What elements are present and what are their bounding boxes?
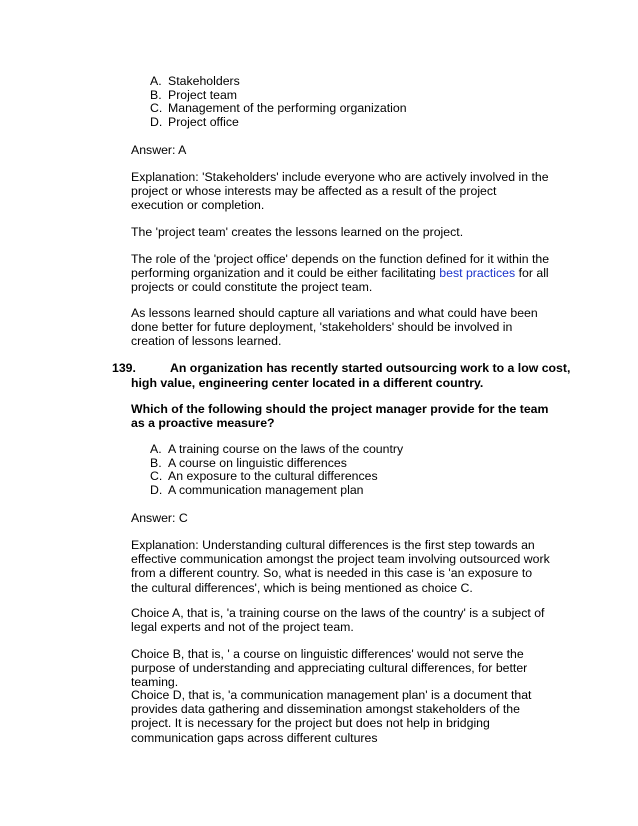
option-text: A course on linguistic differences: [168, 455, 347, 470]
q139-option-d: [150, 483, 403, 497]
option-letter: B.: [150, 455, 162, 470]
q139-choice-a-note: Choice A, that is, 'a training course on the laws of the country' is a subject of legal experts and not of the project team.: [131, 606, 545, 635]
option-letter: D.: [150, 114, 163, 129]
option-letter: A.: [150, 442, 162, 456]
q138-option-b: [150, 88, 407, 102]
option-text: A communication management plan: [168, 482, 364, 497]
q138-paragraph-project-team: The 'project team' creates the lessons learned on the project.: [131, 225, 464, 239]
option-text: Project office: [168, 114, 239, 129]
q139-explanation: Explanation: Understanding cultural differences is the first step towards an effective communication amongst the project team involving outsourced work from a different country. So, what is needed in this case is 'an exposure to the cultural differences', which is being mentioned as choice C.: [131, 538, 550, 595]
q138-paragraph-project-office: [131, 252, 551, 295]
q138-option-a: [150, 74, 407, 88]
option-letter: C.: [150, 101, 163, 116]
option-letter: A.: [150, 74, 162, 88]
option-letter: B.: [150, 87, 162, 102]
question-number: 139.: [112, 361, 136, 375]
best-practices-link[interactable]: best practices: [439, 266, 516, 281]
option-letter: C.: [150, 469, 163, 484]
question-text-line2: high value, engineering center located in a different country.: [131, 375, 484, 390]
q138-answer: Answer: A: [131, 143, 187, 157]
option-text: A training course on the laws of the country: [168, 442, 404, 456]
option-text: Management of the performing organization: [168, 101, 407, 116]
q139-option-c: [150, 469, 403, 483]
para-text: The role of the 'project office' depends on the function defined for it within the performing organization and it could be either facilitating: [131, 252, 550, 281]
q139-options-list: [150, 442, 403, 496]
q138-option-d: [150, 115, 407, 129]
question-text-line1: An organization has recently started outsourcing work to a low cost,: [170, 361, 571, 375]
option-text: An exposure to the cultural differences: [168, 469, 378, 484]
q139-option-a: [150, 442, 403, 456]
option-text: Stakeholders: [168, 74, 240, 88]
q139-choice-b-note: Choice B, that is, ' a course on linguistic differences' would not serve the purpose of understanding and appreciating cultural differences, for better teaming.: [131, 647, 528, 690]
q138-explanation: Explanation: 'Stakeholders' include everyone who are actively involved in the project or whose interests may be affected as a result of the project execution or completion.: [131, 170, 549, 213]
q139-answer: Answer: C: [131, 511, 188, 525]
q139-prompt: Which of the following should the project manager provide for the team as a proactive measure?: [131, 402, 549, 431]
q138-option-c: [150, 101, 407, 115]
para-text: for all projects or could constitute the project team.: [131, 266, 549, 295]
q138-options-list: [150, 74, 407, 128]
q139-choice-d-note: Choice D, that is, 'a communication management plan' is a document that provides data gathering and dissemination amongst stakeholders of the project. It is necessary for the project but does not help in bridging communication gaps across different cultures: [131, 688, 532, 745]
q139-option-b: [150, 456, 403, 470]
q138-paragraph-lessons-learned: As lessons learned should capture all variations and what could have been done better for future deployment, 'stakeholders' should be involved in creation of lessons learned.: [131, 306, 538, 349]
option-letter: D.: [150, 482, 163, 497]
option-text: Project team: [168, 87, 238, 102]
